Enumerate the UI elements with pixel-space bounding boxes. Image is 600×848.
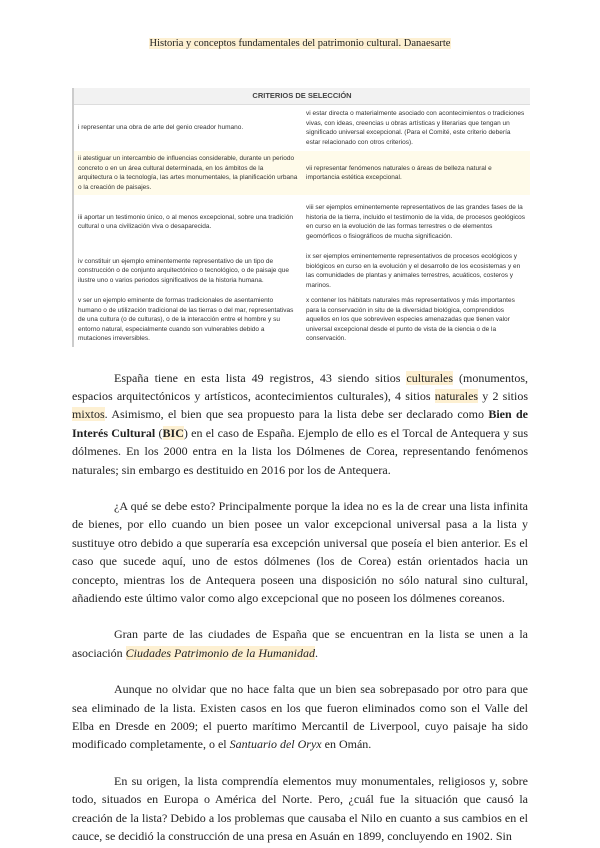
criterion-cell: iv constituir un ejemplo eminentemente representativo de un tipo de construcción o de conjunto arquitectónico o tecnológico, o de paisaje que ilustre uno o varios periodos significativos de la historia humana. [78,257,290,284]
criterion-cell: viii ser ejemplos eminentemente representativos de las grandes fases de la historia de la tierra, incluido el testimonio de la vida, de procesos geológicos en curso en la evolución de las formas terrestres o de elementos geomórficos o fisiográficos de mucha significación. [306,204,525,240]
text: España tiene en esta lista 49 registros, 43 siendo sitios [114,370,407,385]
table-row [74,293,530,347]
text: Aunque no olvidar que no hace falta que un bien sea sobrepasado por otro para que sea eliminado de la lista. Existen casos en los que fueron eliminados como son el Valle del Elba en Dresde en 2009; el puerto marítimo Mercantil de Liverpool, cuyo paisaje ha sido modificado completamente, o el [72,682,528,752]
text: y 2 sitios [478,388,528,403]
criterion-cell: v ser un ejemplo eminente de formas tradicionales de asentamiento humano o de utilización tradicional de las tierras o del mar, representativas de una cultura (o de culturas), o de la interacción entre el hombre y su entorno natural, especialmente cuando son vulnerables debido a mutaciones irreversibles. [78,297,294,342]
table-heading: CRITERIOS DE SELECCIÓN [74,88,530,105]
paragraph-2 [72,497,528,607]
criterion-cell: vii representar fenómenos naturales o áreas de belleza natural e importancia estética excepcional. [306,164,492,181]
text: en Omán. [321,737,372,752]
text: (monumentos, espacios arquitectónicos y artísticos, acontecimientos culturales), 4 sitios [72,370,529,403]
criterion-cell: iii aportar un testimonio único, o al menos excepcional, sobre una tradición cultural o una civilización viva o desaparecida. [78,213,293,230]
highlight-bic: BIC [162,425,184,440]
italic-term: Santuario del Oryx [229,737,322,752]
text: . [314,645,318,660]
paragraph-text: En su origen, la lista comprendía elementos muy monumentales, religiosos y, sobre todo, situados en Europa o América del Norte. Pero, ¿cuál fue la situación que causó la creación de la lista? Debido a los problemas que causaba el Nilo en cuanto a sus cambios en el cauce, se decidió la construcción de una presa en Asuán en 1899, concluyendo en 1902. Sin [72,773,528,844]
table-row [74,249,530,293]
table-row [74,105,530,151]
bold-term: Bien de Interés Cultural [72,407,528,440]
text: ( [155,425,163,440]
highlight-naturales: naturales [434,388,479,403]
paragraph-3 [72,625,528,662]
text: Gran parte de las ciudades de España que se encuentran en la lista se unen a la asociación [72,627,528,660]
paragraph-1 [72,369,528,479]
paragraph-text: ¿A qué se debe esto? Principalmente porque la idea no es la de crear una lista infinita de bienes, por ello cuando un bien posee un valor excepcional universal pasa a la lista y sustituye otro debido a que superaría esa excepción universal que poseía el bien anterior. Es el caso que sucede aquí, uno de estos dólmenes (los de Corea) están orientados hacia un concepto, mientras los de Antequera poseen una disposición no sólo natural sino cultural, añadiendo este último valor como algo excepcional que no poseen los dólmenes coreanos. [72,498,528,605]
criteria-table [72,88,530,347]
table-row [74,195,530,249]
highlight-ciudades-patrimonio: Ciudades Patrimonio de la Humanidad [125,645,315,660]
table-row [74,151,530,195]
text: . Asimismo, el bien que sea propuesto para la lista debe ser declarado como [104,407,489,422]
criterion-cell: i representar una obra de arte del genio creador humano. [78,124,244,132]
header-title: Historia y conceptos fundamentales del patrimonio cultural. Danaesarte [149,38,451,49]
page-header [0,37,600,51]
criterion-cell: x contener los hábitats naturales más representativos y más importantes para la conservación in situ de la diversidad biológica, comprendidos aquellos en los que sobreviven especies amenazadas que tienen valor universal excepcional desde el punto de vista de la ciencia o de la conservación. [306,297,515,342]
criterion-cell: ii atestiguar un intercambio de influencias considerable, durante un periodo concreto o en un área cultural determinada, en los ámbitos de la arquitectura o la tecnología, las artes monumentales, la planificación urbana o la creación de paisajes. [78,155,298,191]
paragraph-4 [72,680,528,754]
criterion-cell: ix ser ejemplos eminentemente representativos de procesos ecológicos y biológicos en curso en la evolución y el desarrollo de los ecosistemas y en las comunidades de plantas y animales terrestres, acuáticos, costeros y marinos. [306,253,521,289]
highlight-mixtos: mixtos [72,407,105,422]
paragraph-5 [72,772,528,846]
criterion-cell: vi estar directa o materialmente asociado con acontecimientos o tradiciones vivas, con ideas, creencias u obras artísticas y literarias que tengan un significado universal excepcional. (Para el Comité, este criterio debería estar relacionado con otros criterios). [306,110,525,146]
text: ) en el caso de España. Ejemplo de ello es el Torcal de Antequera y sus dólmenes. En los 2000 entra en la lista los Dólmenes de Corea, representando fenómenos naturales; sin embargo es destituido en 2016 por los de Antequera. [72,425,528,477]
highlight-culturales: culturales [406,370,454,385]
